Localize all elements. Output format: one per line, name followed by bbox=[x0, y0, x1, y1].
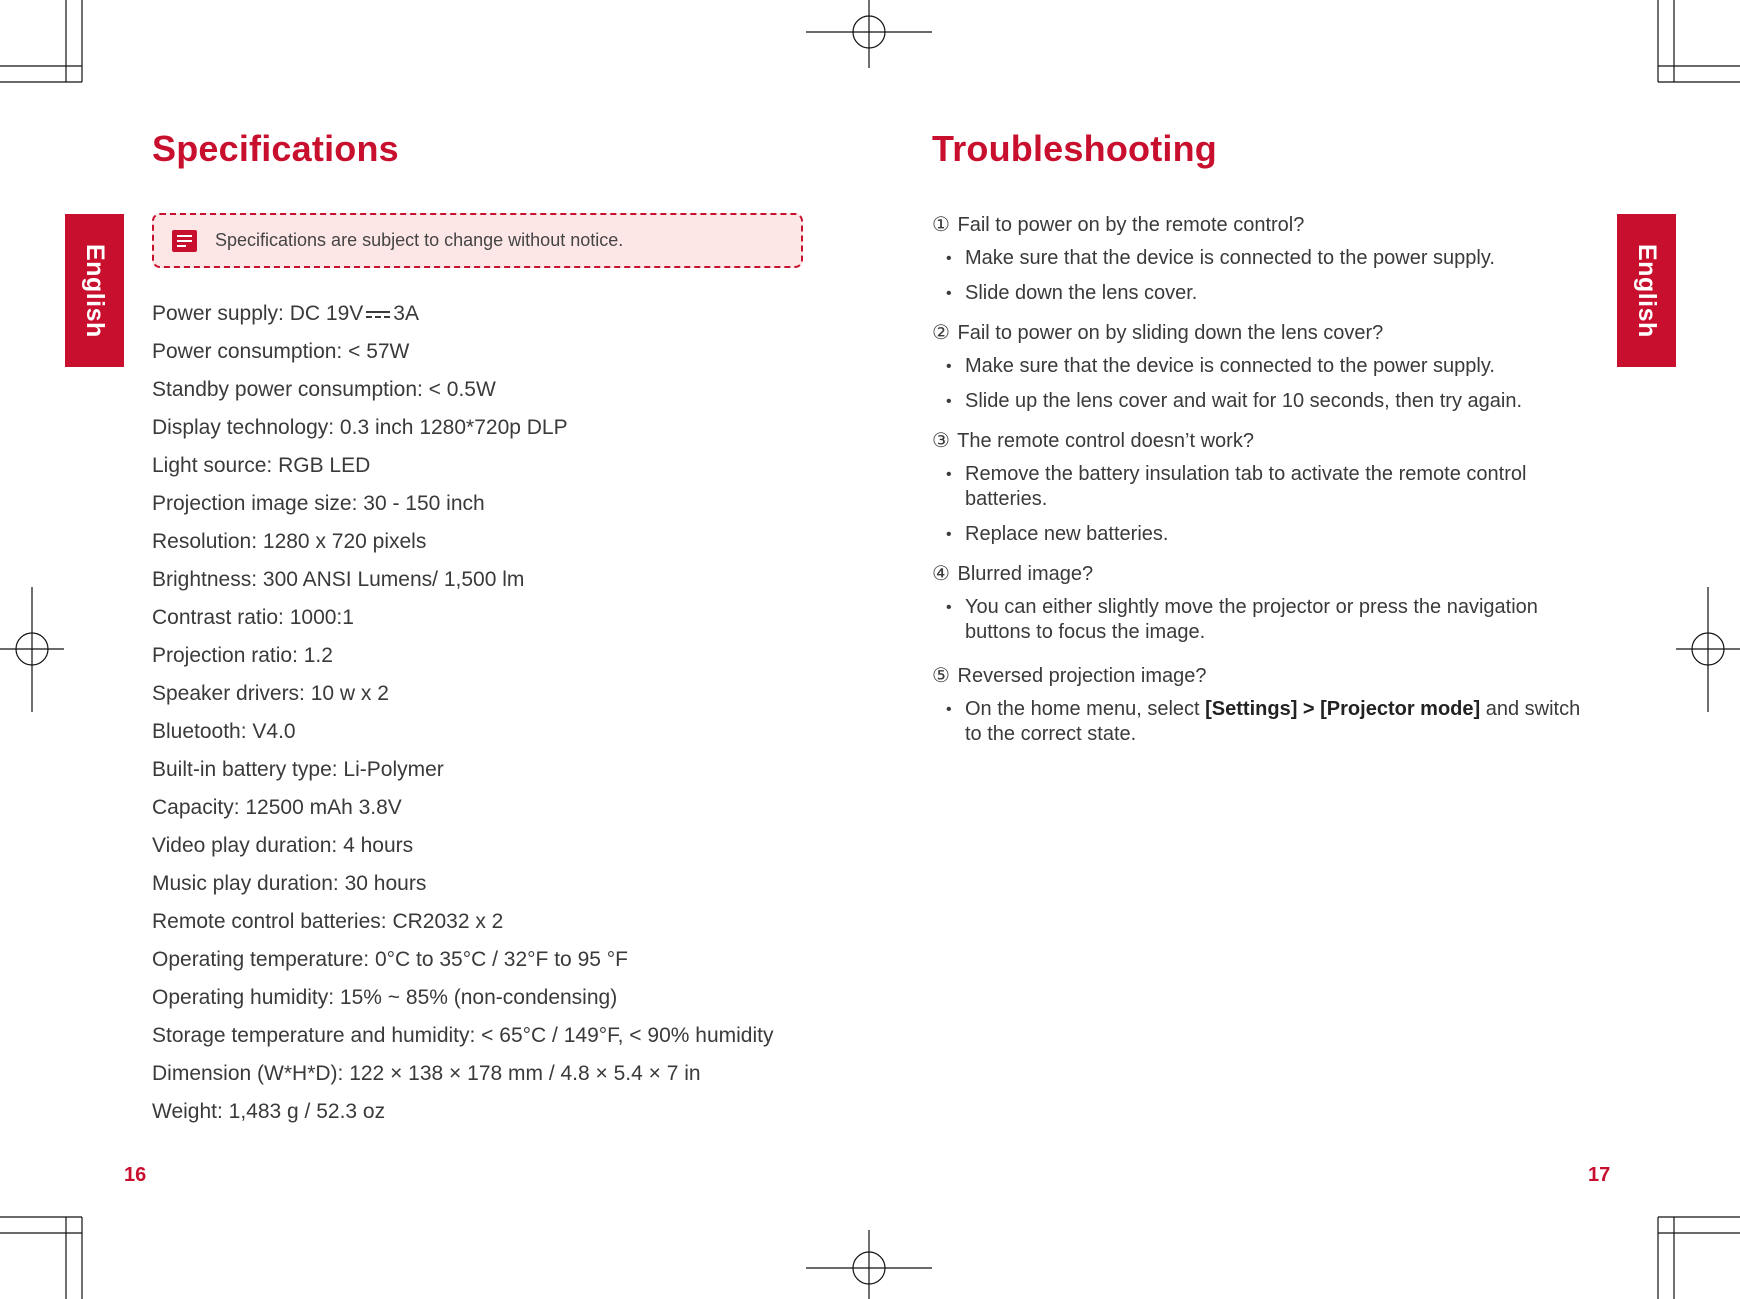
spec-item: Projection ratio: 1.2 bbox=[152, 644, 333, 667]
spec-item: Music play duration: 30 hours bbox=[152, 872, 427, 895]
spec-item: Weight: 1,483 g / 52.3 oz bbox=[152, 1100, 386, 1123]
spec-item: Dimension (W*H*D): 122 × 138 × 178 mm / 4.8 × 5.4 × 7 in bbox=[152, 1062, 701, 1085]
spec-power-supply: Power supply: DC 19V 3A bbox=[152, 302, 419, 325]
question-item: ④ Blurred image? bbox=[932, 561, 1094, 585]
spec-item: Resolution: 1280 x 720 pixels bbox=[152, 530, 427, 553]
language-tab-label: English bbox=[1633, 243, 1661, 338]
spec-item: Projection image size: 30 - 150 inch bbox=[152, 492, 485, 515]
language-tab-label: English bbox=[81, 243, 109, 338]
language-tab-right bbox=[1617, 214, 1676, 367]
answer-item: • Make sure that the device is connected to the power supply. bbox=[946, 355, 1495, 377]
spec-item: Operating humidity: 15% ~ 85% (non-condensing) bbox=[152, 986, 618, 1009]
spec-item: Brightness: 300 ANSI Lumens/ 1,500 lm bbox=[152, 568, 525, 591]
question-item: ② Fail to power on by sliding down the lens cover? bbox=[932, 320, 1384, 344]
spec-item: Contrast ratio: 1000:1 bbox=[152, 606, 354, 629]
troubleshooting-title: Troubleshooting bbox=[932, 128, 1217, 169]
answer-item: • Slide up the lens cover and wait for 10 seconds, then try again. bbox=[946, 390, 1523, 412]
question-item: ③ The remote control doesn’t work? bbox=[932, 428, 1254, 452]
question-item: ⑤ Reversed projection image? bbox=[932, 663, 1207, 687]
spec-item: Remote control batteries: CR2032 x 2 bbox=[152, 910, 504, 933]
question-item: ① Fail to power on by the remote control? bbox=[932, 212, 1305, 236]
spec-list bbox=[152, 302, 802, 1138]
answer-item: • On the home menu, select [Settings] > [Projector mode] and switch to the correct state. bbox=[946, 698, 1581, 745]
troubleshooting-list bbox=[932, 208, 1592, 757]
spec-item: Video play duration: 4 hours bbox=[152, 834, 414, 857]
page-number-right: 17 bbox=[1588, 1164, 1611, 1186]
answer-item: • Make sure that the device is connected to the power supply. bbox=[946, 247, 1495, 269]
answer-item: • You can either slightly move the projector or press the navigation buttons to focus the image. bbox=[946, 596, 1538, 643]
language-tab-left bbox=[65, 214, 124, 367]
spec-item: Capacity: 12500 mAh 3.8V bbox=[152, 796, 402, 819]
answer-item: • Slide down the lens cover. bbox=[946, 282, 1198, 304]
dc-current-icon bbox=[366, 310, 390, 319]
note-icon bbox=[172, 230, 197, 252]
spec-item: Standby power consumption: < 0.5W bbox=[152, 378, 496, 401]
spec-item: Light source: RGB LED bbox=[152, 454, 371, 477]
spec-item: Power consumption: < 57W bbox=[152, 340, 410, 363]
spec-item: Storage temperature and humidity: < 65°C / 149°F, < 90% humidity bbox=[152, 1024, 774, 1047]
specifications-title: Specifications bbox=[152, 128, 399, 169]
answer-item: • Replace new batteries. bbox=[946, 523, 1169, 545]
spec-item: Display technology: 0.3 inch 1280*720p DLP bbox=[152, 416, 568, 439]
spec-item: Speaker drivers: 10 w x 2 bbox=[152, 682, 389, 705]
spec-item: Operating temperature: 0°C to 35°C / 32°F to 95 °F bbox=[152, 948, 628, 971]
notice-box bbox=[152, 213, 803, 268]
page-number-left: 16 bbox=[124, 1164, 147, 1186]
spec-item: Bluetooth: V4.0 bbox=[152, 720, 296, 743]
settings-path: [Settings] > [Projector mode] bbox=[1205, 698, 1481, 720]
spec-item: Built-in battery type: Li-Polymer bbox=[152, 758, 444, 781]
answer-item: • Remove the battery insulation tab to activate the remote control batteries. bbox=[946, 463, 1527, 510]
notice-text: Specifications are subject to change without notice. bbox=[215, 230, 624, 250]
